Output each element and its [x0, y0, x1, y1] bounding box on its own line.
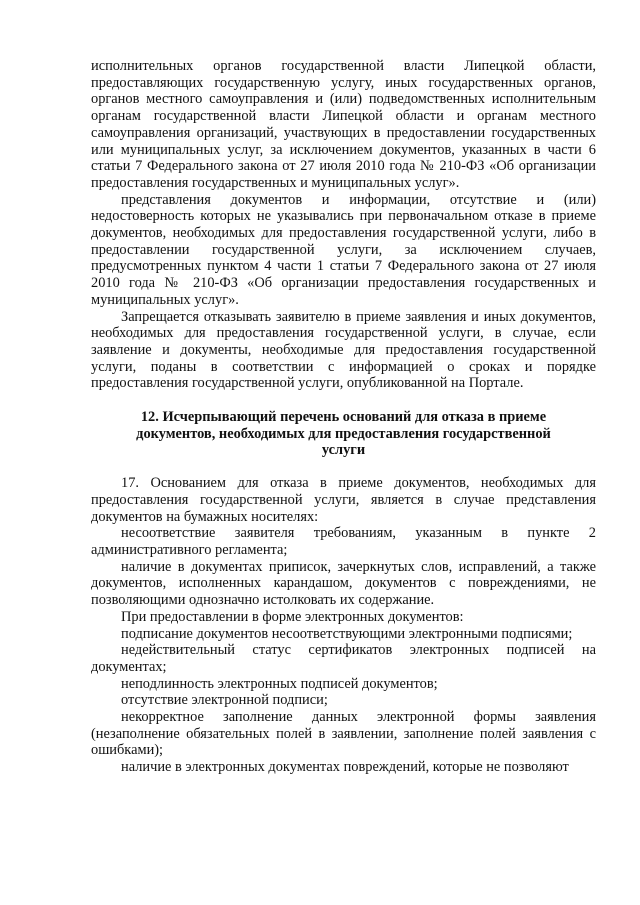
list-item: наличие в документах приписок, зачеркнутых слов, исправлений, а также документов, исполненных карандашом, документов с повреждениями, не позволяющими однозначно истолковать их содержание.: [91, 558, 596, 609]
list-item: некорректное заполнение данных электронной формы заявления (незаполнение обязательных полей в заявлении, заполнение полей заявления с ошибками);: [91, 709, 596, 759]
section-heading: 12. Исчерпывающий перечень оснований для отказа в приеме документов, необходимых для предоставления государственной услуги: [136, 409, 551, 459]
paragraph-2: представления документов и информации, отсутствие и (или) недостоверность которых не указывались при первоначальном отказе в приеме документов, необходимых для предоставления государственной услуги, либо в предоставлении государственной услуги, за исключением случаев, предусмотренных пунктом 4 части 1 статьи 7 Федерального закона от 27 июля 2010 года № 210-ФЗ «Об организации предоставления государственных и муниципальных услуг».: [91, 191, 596, 308]
paragraph-3: Запрещается отказывать заявителю в приеме заявления и иных документов, необходимых для предоставления государственной услуги, в случае, если заявление и документы, необходимые для предоставления государственной услуги, поданы в соответствии с информацией о сроках и порядке предоставления государственной услуги, опубликованной на Портале.: [91, 308, 596, 392]
spacer: [91, 459, 596, 475]
list-item: отсутствие электронной подписи;: [121, 692, 328, 709]
paragraph-electronic: При предоставлении в форме электронных документов:: [121, 608, 464, 625]
paragraph-17: 17. Основанием для отказа в приеме документов, необходимых для предоставления государственной услуги, является в случае представления документов на бумажных носителях:: [91, 475, 596, 525]
list-item: подписание документов несоответствующими электронными подписями;: [121, 625, 573, 642]
document-page: [91, 58, 596, 776]
list-item: наличие в электронных документах повреждений, которые не позволяют: [121, 759, 569, 776]
list-item: недействительный статус сертификатов электронных подписей на документах;: [91, 642, 596, 675]
paragraph-1: исполнительных органов государственной власти Липецкой области, предоставляющих государственную услугу, иных государственных органов, органов местного самоуправления и (или) подведомственных исполнительным органам государственной власти Липецкой области и органам местного самоуправления организаций, участвующих в предоставлении государственных или муниципальных услуг, за исключением документов, указанных в части 6 статьи 7 Федерального закона от 27 июля 2010 года № 210-ФЗ «Об организации предоставления государственных и муниципальных услуг».: [91, 58, 596, 191]
list-item: несоответствие заявителя требованиям, указанным в пункте 2 административного регламента;: [91, 525, 596, 558]
list-item: неподлинность электронных подписей документов;: [121, 675, 438, 692]
